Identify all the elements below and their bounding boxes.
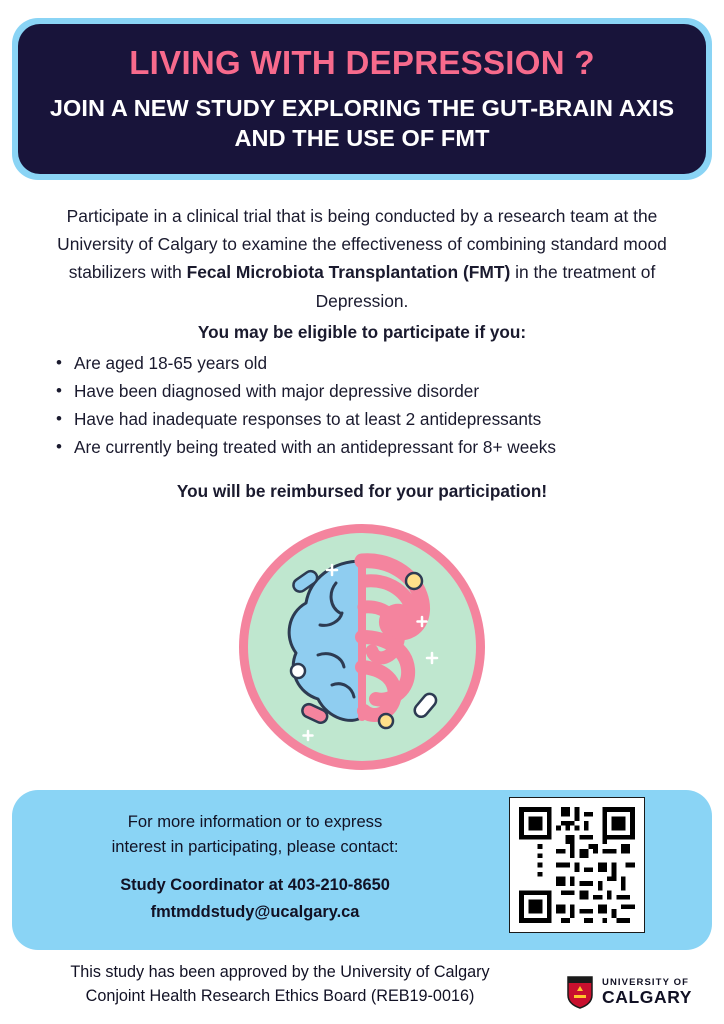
ethics-line2: Conjoint Health Research Ethics Board (REB19-0016) [85, 987, 475, 1006]
list-item: • Have been diagnosed with major depressive disorder [56, 378, 696, 406]
contact-phone[interactable]: Study Coordinator at 403-210-8650 [120, 876, 390, 894]
ethics-approval-note [20, 960, 540, 1009]
list-item: • Are aged 18-65 years old [56, 350, 696, 378]
list-item: • Have had inadequate responses to at least 2 antidepressants [56, 406, 696, 434]
ethics-line1: This study has been approved by the University of Calgary [70, 963, 490, 981]
page-title: LIVING WITH DEPRESSION ? [129, 44, 595, 81]
university-wordmark [602, 978, 692, 1007]
eligibility-list [56, 350, 696, 461]
intro-paragraph [30, 202, 694, 315]
page-subtitle: JOIN A NEW STUDY EXPLORING THE GUT-BRAIN AXIS AND THE USE OF FMT [49, 94, 675, 152]
university-of-label: UNIVERSITY OF [602, 976, 689, 988]
contact-intro-line1: For more information or to express [127, 812, 383, 831]
contact-details [55, 872, 455, 925]
intro-text-part2: in the treatment of Depression. [315, 262, 656, 311]
eligibility-title: You may be eligible to participate if you: [197, 322, 527, 342]
brain-gut-illustration [236, 521, 488, 773]
contact-email[interactable]: fmtmddstudy@ucalgary.ca [150, 902, 360, 921]
qr-code[interactable] [509, 797, 645, 933]
intro-text-bold: Fecal Microbiota Transplantation (FMT) [186, 262, 511, 283]
header-panel [18, 24, 706, 174]
intro-text-part1: Participate in a clinical trial that is being conducted by a research team at the University of Calgary to examine the effectiveness of combining standard mood stabilizers with [57, 206, 667, 283]
header-banner [12, 18, 712, 180]
calgary-label: CALGARY [602, 987, 693, 1007]
contact-intro-line2: interest in participating, please contact: [111, 836, 399, 856]
list-item: • Are currently being treated with an antidepressant for 8+ weeks [56, 434, 696, 462]
university-logo [566, 972, 706, 1012]
reimbursement-note: You will be reimbursed for your participation! [176, 481, 548, 501]
shield-icon [566, 975, 594, 1009]
contact-intro [55, 810, 455, 860]
